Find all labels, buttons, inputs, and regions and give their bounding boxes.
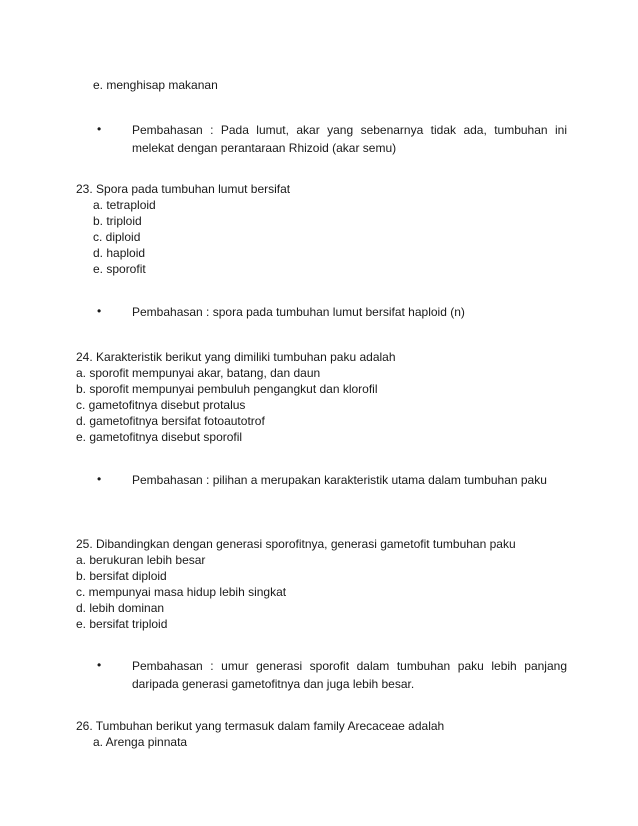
option-e-prev: e. menghisap makanan bbox=[93, 78, 218, 92]
explanation-q23 bbox=[97, 303, 567, 323]
q24-option-e: e. gametofitnya disebut sporofil bbox=[76, 430, 243, 444]
question-23: 23. Spora pada tumbuhan lumut bersifat bbox=[76, 182, 291, 196]
q25-option-d: d. lebih dominan bbox=[76, 601, 165, 615]
q23-option-e: e. sporofit bbox=[93, 262, 146, 276]
question-26: 26. Tumbuhan berikut yang termasuk dalam family Arecaceae adalah bbox=[76, 719, 445, 733]
q24-option-a: a. sporofit mempunyai akar, batang, dan daun bbox=[76, 366, 321, 380]
explanation-text: Pembahasan : pilihan a merupakan karakteristik utama dalam tumbuhan paku bbox=[132, 473, 547, 487]
q24-option-b: b. sporofit mempunyai pembuluh pengangkut dan klorofil bbox=[76, 382, 378, 396]
q23-option-a: a. tetraploid bbox=[93, 198, 156, 212]
q25-option-b: b. bersifat diploid bbox=[76, 569, 167, 583]
explanation-q25 bbox=[97, 657, 567, 697]
bullet-icon: • bbox=[97, 304, 102, 318]
q23-option-c: c. diploid bbox=[93, 230, 141, 244]
explanation-text: Pembahasan : umur generasi sporofit dalam tumbuhan paku lebih panjang daripada generasi gametofitnya dan juga lebih besar. bbox=[132, 659, 567, 691]
question-25: 25. Dibandingkan dengan generasi sporofitnya, generasi gametofit tumbuhan paku bbox=[76, 537, 516, 551]
q25-option-e: e. bersifat triploid bbox=[76, 617, 168, 631]
q23-option-b: b. triploid bbox=[93, 214, 142, 228]
bullet-icon: • bbox=[97, 472, 102, 486]
q26-option-a: a. Arenga pinnata bbox=[93, 735, 188, 749]
explanation-q22 bbox=[97, 121, 567, 161]
explanation-q24 bbox=[97, 471, 567, 511]
question-24: 24. Karakteristik berikut yang dimiliki tumbuhan paku adalah bbox=[76, 350, 396, 364]
q24-option-d: d. gametofitnya bersifat fotoautotrof bbox=[76, 414, 265, 428]
q23-option-d: d. haploid bbox=[93, 246, 146, 260]
q24-option-c: c. gametofitnya disebut protalus bbox=[76, 398, 246, 412]
bullet-icon: • bbox=[97, 122, 102, 136]
explanation-text: Pembahasan : spora pada tumbuhan lumut bersifat haploid (n) bbox=[132, 305, 465, 319]
bullet-icon: • bbox=[97, 658, 102, 672]
explanation-text: Pembahasan : Pada lumut, akar yang sebenarnya tidak ada, tumbuhan ini melekat dengan perantaraan Rhizoid (akar semu) bbox=[132, 123, 567, 155]
q25-option-c: c. mempunyai masa hidup lebih singkat bbox=[76, 585, 287, 599]
q25-option-a: a. berukuran lebih besar bbox=[76, 553, 206, 567]
